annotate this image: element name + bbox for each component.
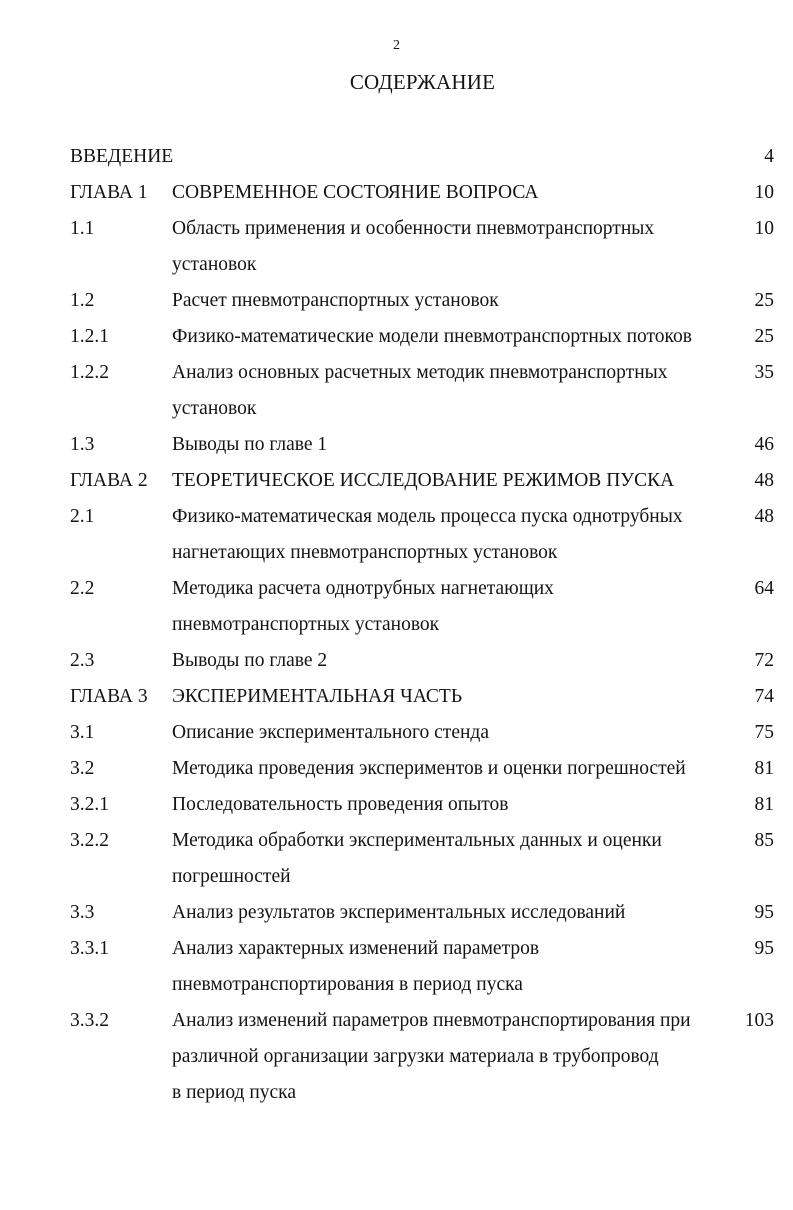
toc-entry-title: Расчет пневмотранспортных установок: [172, 290, 499, 311]
toc-entry: [70, 715, 778, 751]
toc-entry-number: 2.1: [70, 506, 95, 527]
toc-entry-page: 10: [754, 182, 774, 203]
toc-entry-title: Анализ результатов экспериментальных исследований: [172, 902, 626, 923]
toc-entry-page: 35: [754, 362, 774, 383]
toc-entry: [70, 211, 778, 283]
toc-entry-title: ЭКСПЕРИМЕНТАЛЬНАЯ ЧАСТЬ: [172, 686, 463, 707]
toc-entry-number: 1.2.1: [70, 326, 109, 347]
toc-entry-title: Описание экспериментального стенда: [172, 722, 489, 743]
toc-entry-number: ГЛАВА 1: [70, 182, 148, 203]
toc-entry: [70, 643, 778, 679]
toc-entry-page: 25: [754, 290, 774, 311]
toc-entry-number: 3.3.2: [70, 1010, 109, 1031]
toc-entry: [70, 175, 778, 211]
toc-entry-page: 46: [754, 434, 774, 455]
toc-entry-title: Анализ основных расчетных методик пневмотранспортных установок: [172, 362, 668, 419]
toc-entry-page: 10: [754, 218, 774, 239]
toc-entry-title: СОВРЕМЕННОЕ СОСТОЯНИЕ ВОПРОСА: [172, 182, 539, 203]
toc-entry-title: Методика проведения экспериментов и оценки погрешностей: [172, 758, 686, 779]
toc-entry: [70, 895, 778, 931]
toc-entry: [70, 427, 778, 463]
toc-entry-page: 48: [754, 506, 774, 527]
toc-entry-number: 1.2: [70, 290, 95, 311]
toc-entry-title: Выводы по главе 1: [172, 434, 328, 455]
toc-entry: [70, 319, 778, 355]
toc-entry-title: Методика расчета однотрубных нагнетающих пневмотранспортных установок: [172, 578, 554, 635]
toc-entry-number: 2.3: [70, 650, 95, 671]
toc-entry-page: 72: [754, 650, 774, 671]
toc-entry-page: 95: [754, 902, 774, 923]
toc-entry-title: ВВЕДЕНИЕ: [70, 146, 174, 167]
page-number: 2: [393, 38, 400, 53]
toc-entry: [70, 1003, 778, 1111]
toc-entry: [70, 139, 778, 175]
toc-entry-title: Методика обработки экспериментальных данных и оценки погрешностей: [172, 830, 662, 887]
toc-entry: [70, 499, 778, 571]
toc-entry: [70, 679, 778, 715]
toc-entry: [70, 283, 778, 319]
toc-entry-page: 103: [744, 1010, 774, 1031]
toc-entry-number: ГЛАВА 3: [70, 686, 148, 707]
toc-entry: [70, 571, 778, 643]
toc-entry-number: 1.3: [70, 434, 95, 455]
toc-entry-page: 25: [754, 326, 774, 347]
toc-entry-title: ТЕОРЕТИЧЕСКОЕ ИССЛЕДОВАНИЕ РЕЖИМОВ ПУСКА: [172, 470, 675, 491]
toc-entry-page: 85: [754, 830, 774, 851]
toc-entry-page: 95: [754, 938, 774, 959]
toc-entry-title: Анализ изменений параметров пневмотранспортирования при различной организации загрузки материала в трубопровод в период пуска: [172, 1010, 691, 1103]
page-title: СОДЕРЖАНИЕ: [349, 70, 496, 94]
table-of-contents: [70, 139, 778, 1111]
toc-entry-number: 3.3: [70, 902, 95, 923]
toc-entry-number: 1.1: [70, 218, 95, 239]
toc-entry-number: 2.2: [70, 578, 95, 599]
toc-entry-title: Выводы по главе 2: [172, 650, 328, 671]
toc-entry-page: 75: [754, 722, 774, 743]
toc-entry: [70, 751, 778, 787]
toc-entry-number: 3.3.1: [70, 938, 109, 959]
toc-entry: [70, 355, 778, 427]
toc-entry-number: ГЛАВА 2: [70, 470, 148, 491]
toc-entry-number: 3.1: [70, 722, 95, 743]
toc-entry-number: 3.2: [70, 758, 95, 779]
toc-entry-page: 64: [754, 578, 774, 599]
toc-entry-title: Физико-математические модели пневмотранспортных потоков: [172, 326, 692, 347]
toc-entry-page: 81: [754, 758, 774, 779]
toc-entry-number: 1.2.2: [70, 362, 109, 383]
toc-entry: [70, 787, 778, 823]
toc-entry-title: Анализ характерных изменений параметров пневмотранспортирования в период пуска: [172, 938, 540, 995]
toc-entry-page: 81: [754, 794, 774, 815]
toc-entry-page: 74: [754, 686, 774, 707]
toc-entry-title: Физико-математическая модель процесса пуска однотрубных нагнетающих пневмотранспортных установок: [172, 506, 683, 563]
toc-entry-page: 4: [764, 146, 774, 167]
toc-entry: [70, 463, 778, 499]
toc-entry: [70, 931, 778, 1003]
toc-entry-page: 48: [754, 470, 774, 491]
toc-entry: [70, 823, 778, 895]
toc-entry-number: 3.2.1: [70, 794, 109, 815]
toc-entry-title: Последовательность проведения опытов: [172, 794, 509, 815]
toc-entry-number: 3.2.2: [70, 830, 109, 851]
toc-entry-title: Область применения и особенности пневмотранспортных установок: [172, 218, 655, 275]
